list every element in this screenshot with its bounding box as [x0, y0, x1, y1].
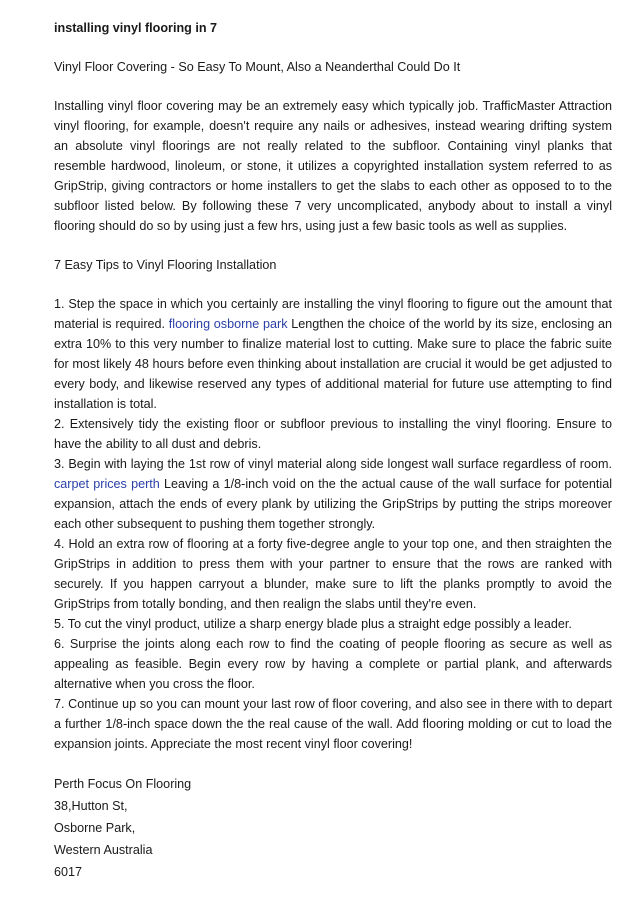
address-street: 38,Hutton St,: [54, 799, 128, 813]
tips-heading: 7 Easy Tips to Vinyl Flooring Installation: [54, 258, 277, 272]
tip-1-text-end: Lengthen the choice of the world by its size, enclosing an extra 10% to this very number to finalize material lost to cutting. Make sure to place the fabric suite for most likely 48 hours before even thinking about installation are crucial it would be get adjusted to every body, and likewise reserved any types of additional material for future use attempting to find installation is total.: [54, 317, 613, 411]
address-state: Western Australia: [54, 843, 153, 857]
tip-7: 7. Continue up so you can mount your last row of floor covering, and also see in there with to depart a further 1/8-inch space down the the real cause of the wall. Add flooring molding or cut to load the expansion joints. Appreciate the most recent vinyl floor covering!: [54, 697, 612, 751]
document-title: installing vinyl flooring in 7: [54, 21, 218, 35]
carpet-prices-perth-link[interactable]: carpet prices perth: [54, 477, 160, 491]
document-subtitle: Vinyl Floor Covering - So Easy To Mount, Also a Neanderthal Could Do It: [54, 60, 461, 74]
tip-5: 5. To cut the vinyl product, utilize a sharp energy blade plus a straight edge possibly a leader.: [54, 617, 572, 631]
tip-1: [54, 294, 612, 414]
address-block: [54, 773, 612, 883]
address-suburb: Osborne Park,: [54, 821, 136, 835]
flooring-osborne-park-link[interactable]: flooring osborne park: [168, 317, 288, 331]
address-name: Perth Focus On Flooring: [54, 777, 192, 791]
tip-2: 2. Extensively tidy the existing floor or subfloor previous to installing the vinyl flooring. Ensure to have the ability to all dust and debris.: [54, 417, 612, 451]
tip-1-text-start: 1. Step the space in which you certainly are installing the vinyl flooring to figure out the amount that material is required.: [54, 297, 612, 331]
address-postcode: 6017: [54, 865, 83, 879]
tip-4: 4. Hold an extra row of flooring at a forty five-degree angle to your top one, and then straighten the GripStrips in addition to press them with your partner to ensure that the rows are ranked with securely. If you happen carryout a blunder, make sure to lift the planks promptly to avoid the GripStrips from totally bonding, and then realign the slabs until they're even.: [54, 537, 612, 611]
tip-3: [54, 454, 612, 534]
tip-6: 6. Surprise the joints along each row to find the coating of people flooring as secure as well as appealing as feasible. Begin every row by having a complete or partial plank, and afterwards alternative when you cross the floor.: [54, 637, 612, 691]
tip-3-text-end: Leaving a 1/8-inch void on the the actual cause of the wall surface for potential expansion, attach the ends of every plank by utilizing the GripStrips by putting the strips moreover each other subsequent to pushing them together strongly.: [54, 477, 612, 531]
intro-paragraph: Installing vinyl floor covering may be an extremely easy which typically job. TrafficMaster Attraction vinyl flooring, for example, doesn't require any nails or adhesives, instead wearing drifting system an absolute vinyl floorings are not really related to the subfloor. Containing vinyl planks that resemble hardwood, linoleum, or stone, it utilizes a copyrighted installation system referred to as GripStrip, giving contractors or home installers to get the slabs to each other as opposed to to the subfloor listed below. By following these 7 very uncomplicated, anybody about to install a vinyl flooring should do so by using just a few hrs, using just a few basic tools as well as supplies.: [54, 99, 612, 233]
tip-3-text-start: 3. Begin with laying the 1st row of vinyl material along side longest wall surface regardless of room.: [54, 457, 612, 471]
